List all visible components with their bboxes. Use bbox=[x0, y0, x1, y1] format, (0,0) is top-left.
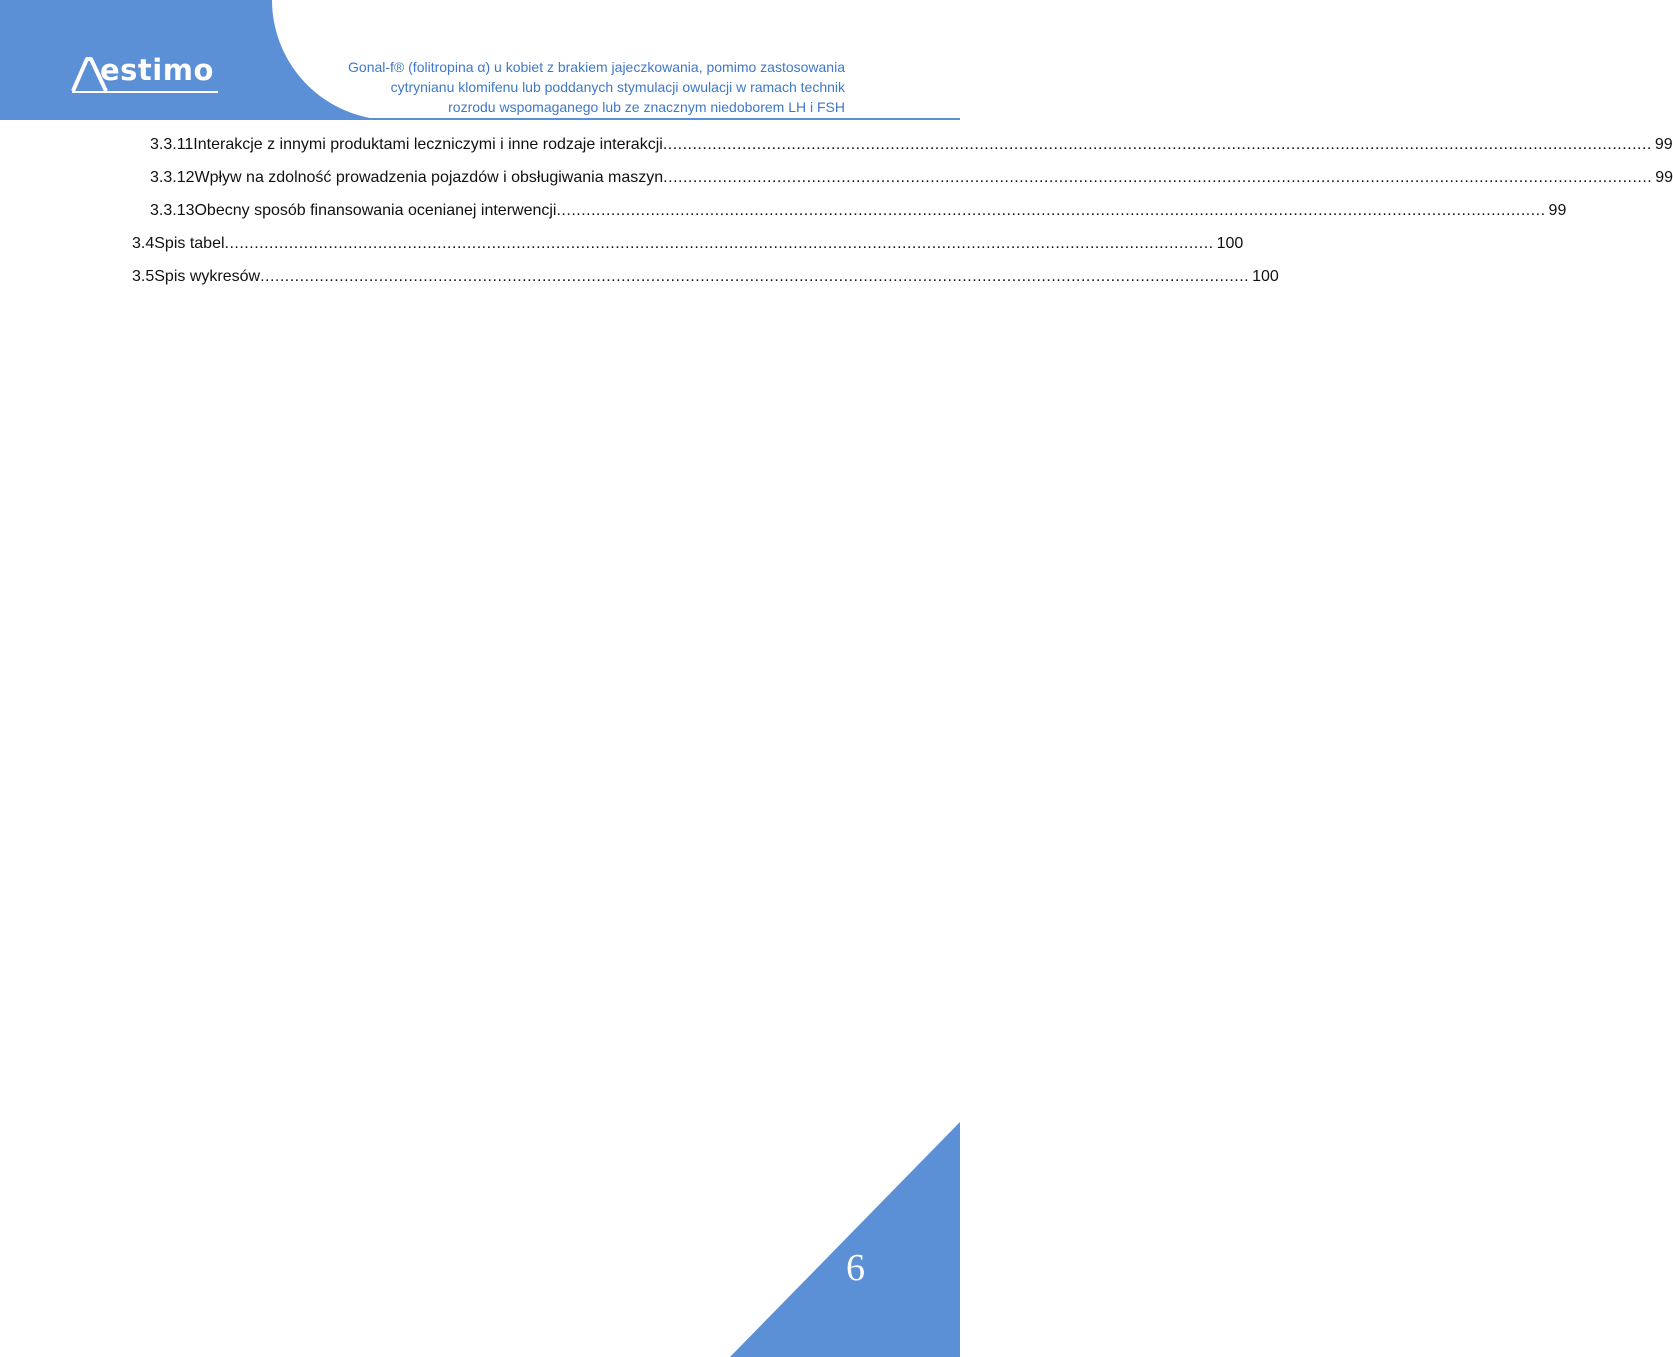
toc-entry-label: Interakcje z innymi produktami leczniczymi i inne rodzaje interakcji bbox=[193, 136, 663, 153]
toc-entry-number: 3.5 bbox=[132, 268, 155, 285]
toc-entry[interactable] bbox=[132, 232, 1244, 256]
toc-entry-label: Obecny sposób finansowania ocenianej interwencji bbox=[194, 202, 557, 219]
toc-dot-leader: ........................................................................................................................................................................................................ bbox=[662, 136, 1652, 153]
toc-dot-leader: ........................................................................................................................................................................................................ bbox=[663, 169, 1653, 186]
toc-entry-number: 3.3.13 bbox=[150, 202, 195, 219]
title-line: rozrodu wspomaganego lub ze znacznym niedoborem LH i FSH bbox=[448, 99, 845, 115]
title-line: cytrynianu klomifenu lub poddanych stymulacji owulacji w ramach technik bbox=[390, 79, 845, 95]
header-divider bbox=[0, 118, 960, 120]
logo-text: estimo bbox=[100, 53, 214, 87]
page-corner-triangle bbox=[730, 1122, 960, 1357]
toc-entry[interactable] bbox=[150, 199, 1567, 223]
toc-entry-page: 99 bbox=[1655, 169, 1673, 186]
toc-entry-page: 99 bbox=[1654, 136, 1673, 153]
toc-entry[interactable] bbox=[150, 133, 1673, 157]
toc-entry-number: 3.3.11 bbox=[150, 136, 194, 153]
toc-entry-page: 99 bbox=[1548, 202, 1567, 219]
toc-entry-page: 100 bbox=[1216, 235, 1244, 252]
toc-entry-number: 3.4 bbox=[132, 235, 155, 252]
toc-entry-label: Wpływ na zdolność prowadzenia pojazdów i obsługiwania maszyn bbox=[194, 169, 664, 186]
toc-entry[interactable] bbox=[132, 265, 1279, 289]
toc-entry-number: 3.3.12 bbox=[150, 169, 195, 186]
estimo-logo bbox=[70, 55, 230, 95]
logo-underline bbox=[72, 91, 218, 93]
title-line: Gonal-f® (folitropina α) u kobiet z brakiem jajeczkowania, pomimo zastosowania bbox=[348, 59, 845, 75]
toc-dot-leader: ........................................................................................................................................................................................................ bbox=[224, 235, 1214, 252]
toc-entry-label: Spis tabel bbox=[154, 235, 225, 252]
toc-dot-leader: ........................................................................................................................................................................................................ bbox=[260, 268, 1250, 285]
page-number: 6 bbox=[846, 1247, 865, 1289]
document-title bbox=[285, 57, 845, 117]
toc-entry-label: Spis wykresów bbox=[154, 268, 261, 285]
toc-entry-page: 100 bbox=[1252, 268, 1279, 285]
toc-entry[interactable] bbox=[150, 166, 1673, 190]
toc-dot-leader: ........................................................................................................................................................................................................ bbox=[556, 202, 1546, 219]
